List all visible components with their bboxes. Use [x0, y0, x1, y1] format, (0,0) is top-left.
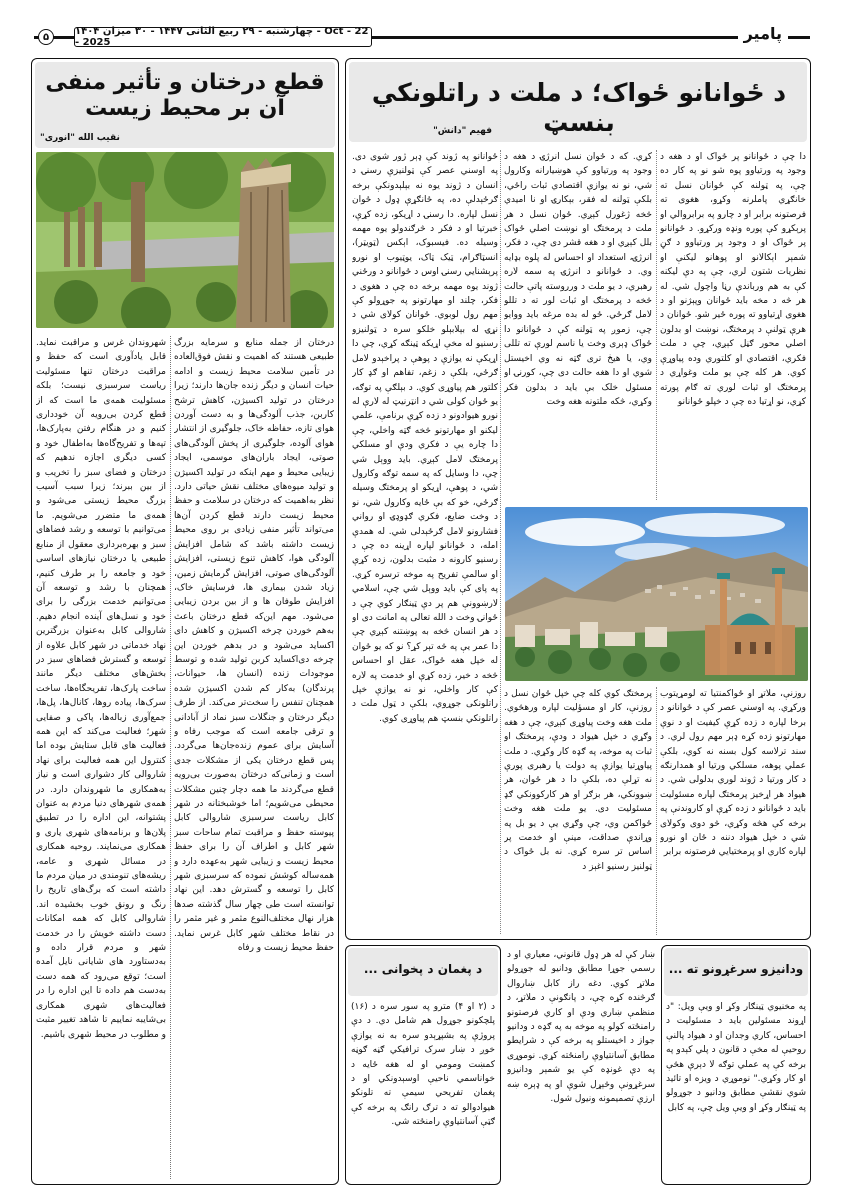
trees-col-right: درختان از جمله منابع و سرمایه بزرگ طبیعی هستند که اهمیت و نقش فوق‌العاده در تأمین سلامت محیط زیست و ادامه حیات انسان و دیگر زنده جان‌ها دارند؛ زیرا درختان در تولید اکسیژن، کاهش ترشح کاربن، جذب آلودگی‌ها و به دست آوردن هوای تازه، حفاظه خاک، جلوگیری از انتشار هوای آلوده، جلوگیری از پخش آلودگی‌های صوتی، ایجاد باران‌های موسمی، ایجاد زیبایی محیط و مهم اینکه در تولید اکسیژن و تولید میوه‌های مختلف نقش حیاتی دارد. نظر به‌اهمیت که درختان در سلامت و حفظ محیط زیست دارند قطع کردن آن‌ها می‌تواند تأثیر منفی زیادی بر روی محیط زیست داشته باشد که شامل افزایش آلودگی هوا، کاهش تنوع زیستی، افزایش آلودگی‌های صوتی، افزایش گرمایش زمین، زیاد شدن بیماری ها، فرسایش خاک، افزایش طوفان ها و از بین بردن زیبایی می‌شود. مهم این‌که قطع درختان باعث به‌هم خوردن چرخه اکسیژن و کاهش دای اکساید می‌شود و در بدهم خوردن این چرخه دی‌اکساید کربن تولید شده و توسط موجودات زنده (انسان ها، حیوانات، پرندگان) به‌کار کم شدن اکسیژن شده همچنان تنفس را سخت‌تر می‌کند. از طرف دیگر درختان و جنگلات سبز نماد از آبادانی و ترقی جامعه است که موجب رفاه و آسایش برای عموم زنده‌جان‌ها می‌گردد. پس قطع درختان یکی از مشکلات جدی است و زمانی‌که درختان به‌صورت بی‌رویه قطع می‌گردند ما همه دچار چنین مشکلات محیطی می‌شویم؛ اما خوشبختانه در شهر کابل ریاست سرسبزی شاروالی کابل پیوسته حفظ و مراقبت تمام ساحات سبز شهر کابل و اطراف آن را برای حفظ محیط زیست و زیبایی شهر به‌عهده دارد و همه‌ساله کوشش نموده که سرسبزی شهر کابل را توسعه و گسترش دهد. این نهاد توانسته است طی چهار سال گذشته صدها هزار نهال مختلف‌النوع مثمر و غیر مثمر را در نقاط مختلف شهر کابل غرس نماید. حفظ محیط زیست و رفاه [174, 338, 334, 954]
youth-col-left: ځوانانو په ژوند کې ډېر ژور شوی دی. په اوسني عصر کې ټولنیزې رسنۍ د انسان د ژوند یوه نه بېلېدونکې برخه ګرځېدلې ده، په ځانګړې ډول د ځوان نسل لپاره. دا رسنۍ د اړیکو، زده کړې، خبرتیا او د فکر د څرګندولو یوه مهمه وسیله ده. فیسبوک، اېکس (ټویټر)، انسټاګرام، ټیک ټاک، یوټیوب او نورو پرېشنایي رسنۍ اوس د ځوانانو د ورځني ژوند یوه مهمه برخه ده چې د هغوی د فکر، چلند او مهارتونو په جوړولو کې مهم رول لوبوي. ځوانان کولای شي د نړۍ له بېلابېلو خلکو سره د ټولنیزو رسنیو له مخې اړیکه ټینګه کړي، چې دا اړیکې نه یوازې د پوهې د پراخېدو لامل ګرځي، بلکې د زغم، تفاهم او ګډ کار کلتور هم پیاوړی کوي. د بېلګې په توګه، یو ځوان کولی شي د انټرنیټ له لارې له نورو هیوادونو د زده کړې برنامې، علمي لیکنو او مهارتونو څخه ګټه واخلي، چې دا چاره یې د فکري ودې او مسلکي پرمختګ لامل کېږي. باید ووېل شي چې، دا وسایل که په سمه توګه وکارول شي، د پوهې، اړیکو او پرمختګ وسیله ګرځي، خو که بې ځایه وکارول شي، نو د وخت ضایع، فکري ګډوډۍ او رواني فشارونو لامل ګرځېدلی شي. له همدې امله، د ځوانانو لپاره اړینه ده چې د رسنیو کارونه د مثبت بدلون، زده کړې او سالمې تفریح په موخه ترسره کړي. په پای کې باید ووېل شي چې، اسلامي لارښوونې هم پر دې ټینګار کوي چې د ځوانۍ وخت د الله تعالی په امانت دی او د هر انسان څخه به پوښتنه کېږي چې دا عمر یې په څه تېر کړ؟ نو که یو ځوان له خپل هغه ځواک، عقل او احساس څخه د خیر، زده کړې او خدمت په لاره کې کار واخلي، نو نه یوازې خپل راتلونکی جوړوي، بلکې د ټول ملت د راتلونکي بنسټ هم پیاوړی کوي. [352, 152, 498, 724]
trees-byline-text: نقیب الله "انوری" [40, 133, 120, 143]
youth-article-byline: فهیم "دانش" [433, 126, 492, 136]
youth-col-middle: کړي. که د ځوان نسل انرژۍ د هغه د وجود په ورتیاوو کې هوښیارانه وکارول شي، نو نه یوازې اقتصادي ثبات راځي، بلکې ټولنه له فقر، بېکارۍ او نا امیدي څخه ژغورل کېږي. ځوان نسل د هر ملت د پرمختګ او نوښت اصلي ځواک بلل کېږي او د هغه قشر دی چې، د فکر، انرژۍ، استعداد او احساس له پلوه بډایه وي. د ځوانانو د انرژۍ په سمه لاره رهبري، د یو ملت د ورروسته پاتې حالت څخه د پرمختګ او ثبات لور ته د تللو لامل ګرځي. ځو له بده مرغه باید ووایو چې، زموږ په ټولنه کې د ځوانانو دا ځواک ډېری وخت یا ناسم لورې ته تللی وي، یا هیڅ تری ګټه نه وي اخیستل شوي او دا هغه حالت دی چې، کورنۍ او مسئول خلک بې باید د بدلون فکر وکړي، څکه ملتونه هغه وخت [504, 152, 652, 407]
law-article-title: ودانیزو سرغړونو ته ... [668, 962, 804, 976]
law-article-col2: ښار کې له هر ډول قانوني، معیاري او د رسمي جوړا مطابق ودانیو له جوړولو ملاتړ کوي. دغه راز کابل ښاروال ګرڅنده کړه چې، د پانګونې د ملاتړ، د منظمې ښاري ودې او کاري فرصتونو رامنځته کولو په موخه به په ګډه د ودانیو جواز د اخیستلو په برخه کې د شرایطو مطابق آسانتیاوې رامنځته کړي. نوموړی په دې غونډه کې یو شمېر ودانیزو سرغړونې وڅېړل شوې او په ډېره ښه ارزې تصمیمونه ونیول شول. [507, 950, 655, 1105]
law-article-body: په مخنیوي ټینګار وکړ او ویې ویل: "د اړوند مسئولین باید د مسئولیت د احساس، کاري وجدان او د هیواد پالنې روحیې له مخې د قانون د پلي کېدو په برخه کې په عملي توګه لا دېرې هڅې او کار وکړي." نوموړي د ویزه او تائید شوي نقشې مطابق ودانیو د جوړولو په ټینګار وکړ او ویې ویل چې، په کابل [666, 1002, 806, 1113]
page-number: ۵ [38, 29, 54, 45]
youth-col-middle-cont: پرمختګ کوي کله چې خپل ځوان نسل د روزنې، کار او مسؤلیت لپاره ورهڅوي. ملت هغه وخت پیاوړی کېږي، چې د هغه وګړي د خپل هیواد د ودې، پرمختګ او ثبات په موخه، په ګډه کار وکړي. د ملت پیاوړتیا یوازې په دولت یا رهبری پورې نه تړلې ده، بلکې دا د هر ځوان، هر ښوونکي، هر بزګر او هر کارکوونکي ګډ مسئولیت دی. یو ملت هغه وخت ځواکمن وي، چې وګړي یې د یو بل په وړاندې صداقت، مینې او خدمت پر اساس تر سره کړي. نه بل ځواک د ټولنیز رسنیو اغېز د [504, 689, 652, 872]
column-rule [500, 150, 501, 934]
youth-col-right-cont: روزنې، ملاتړ او ځواکمنتیا ته لومړیتوب ورکړي. په اوسني عصر کې د ځوانانو د برخا لپاره د زده کړې کیفیت او د نوې مهارتونو زده کړه ډېر مهم رول لري. د سند ترلاسه کول بسنه نه کوي، بلکې عملي پوهه، مسلکي ورتیا او همدارنګه د کار ورتیا د ژوند لوري بدلولی شي. د هیواد هر اړخیز پرمختګ لپاره مسئولیت باید د ځوانانو د زده کړې او کاروندنې په برخه کې هڅه وکړي، څو دوی وکولای شي د خپل هیواد دننه د ځان او نورو لپاره کاري او پرمختیایي فرصتونه برابر [660, 689, 806, 858]
cut-trees-photo [36, 152, 334, 328]
paghman-article-body: د (۲ او ۴) مترو په سور سره د (۱۶) پلچکونو جوړول هم شامل دي. د دې پروژې په بشپړېدو سره به نه یوازې خوږ د ښار سرک ترافیکي ګڼه ګوڼه کمښت ومومي او له هغه ځایه د خواناسمي ناحیې اوسېدونکي او د پغمان تفریحي سیمې ته تلونکو هیوادوالو ته د ترګ رانګ په برخه کې ګټې آسانتیاوې رامنځته شي. [351, 1002, 495, 1128]
trees-article-title: قطع درختان و تأثیر منفی آن بر محیط زیست [45, 70, 325, 122]
kabul-city-photo [505, 507, 808, 681]
column-rule [656, 150, 657, 500]
youth-article-title: د ځوانانو ځواک؛ د ملت د راتلونکي بنسټ [371, 78, 787, 137]
date-bar [74, 27, 372, 47]
trees-col-left: شهروندان غرس و مراقبت نماید. قابل یادآوری است که حفظ و مراقبت درختان تنها مسئولیت ریاست سرسبزی نیست؛ بلکه مسئولیت همه‌ی ما است که از قطع کردن بی‌رویه آن خودداری کنیم و در هنگام رفتن به‌پارک‌ها، تپه‌ها و تفریح‌گاه‌ها به‌اطفال خود و کسی دیگری اجازه ندهیم که درختان و فضای سبز را تخریب و از بین ببرند؛ زیرا سبب آسیب بزرگ محیط زیستی می‌شود و همه‌ی ما متضرر می‌شویم. ما می‌توانیم با توسعه و رشد فضاهای سبز و بهره‌برداری معقول از منابع طبیعی یا درختان نیازهای اساسی خود و جامعه را بر طرف کنیم، همچنان با رشد و توسعه آن می‌توانیم خدمت بزرگی را برای خود و نسل‌های آینده انجام دهیم. شاروالی کابل به‌عنوان بزرگترین نهاد خدماتی در شهر کابل علاوه از توسعه و گسترش فضاهای سبز در بخش‌های مختلف دیگر مانند ساخت پارک‌ها، تفریحگاه‌ها، ساخت سرک‌ها، پیاده روها، کانال‌ها، پل‌ها، جمع‌آوری زباله‌ها، پاکی و صفایی شهر؛ فعالیت می‌کند که این همه فعالیت های قابل ستایش بوده اما کنترول این همه فعالیت برای نهاد شاروالی کار دشواری است و نیاز به‌همکاری ما شهروندان دارد. در همه‌ی شهرهای دنیا مردم به عنوان پشتوانه، این اداره را در تطبیق پلان‌ها و برنامه‌های شهری یاری و همکاری می‌نمایند. روحیه همکاری در مسائل شهری و عامه، ریشه‌های تنومندی در میان مردم ما داشته است که برگ‌های تاریخ را رنگ و رونق خوب بخشیده اند. شاروالی کابل که همه امکانات دست داشته خویش را در خدمت شهر و مردم قرار داده و به‌دستاورد های شایانی نایل آمده است؛ توقع می‌رود که همه دست به‌دست هم داده تا این اداره را در فعالیت‌های شهری همکاری بی‌شایبه نماییم تا شاهد تغییر مثبت و مطلوب در محیط شهری باشیم. [36, 338, 166, 1040]
column-rule [656, 687, 657, 935]
paghman-article-title: د پغمان د پخوانی ... [363, 962, 483, 976]
youth-col-right: دا چې د ځوانانو پر ځواک او د هغه د وجود په ورتیاوو پوه شو نو په کار ده چې، په ټولنه کې ځوانان نسل ته خانګړي پاملرنه وکړو، هغوی ته فرصتونه برابر او د چارو په برابروالي او پرېکړو کې پوره ونډه ورکړو. د ځوانانو پر ځواک او د وجود پر ورتیاوو د ګڼ شمېر اېکالانو او پوهانو لیکنې او نظریات شتون لري، چې په دې لیکنه کې به هم ورباندې رڼا واچول شي. له هر څه د مخه باید ځوانان وپېژنو او د هغوی اړتیاوو ته پوره ځیر شو. ځوانان د هرې ټولنې د پرمختګ، نوښت او بدلون اصلي محور ګڼل کېږي، چې د ملت فکري، اقتصادي او کلتوري وده پیاوړې کوي. هر کله چې یو ملت وغواړي د پرمختګ او ثبات لوري ته ګام پورته کړي، نو اړتیا ده چې د خپلو ځوانانو [660, 152, 806, 407]
column-rule [170, 336, 171, 1179]
masthead-title: پامیر [738, 24, 788, 43]
issue-date: چهارشنبه - ۲۹ ربیع الثانی ۱۴۴۷ - ۳۰ میزان ۱۴۰۴ - Oct - 22 - 2025 [75, 26, 369, 48]
trees-article-byline [40, 133, 328, 143]
